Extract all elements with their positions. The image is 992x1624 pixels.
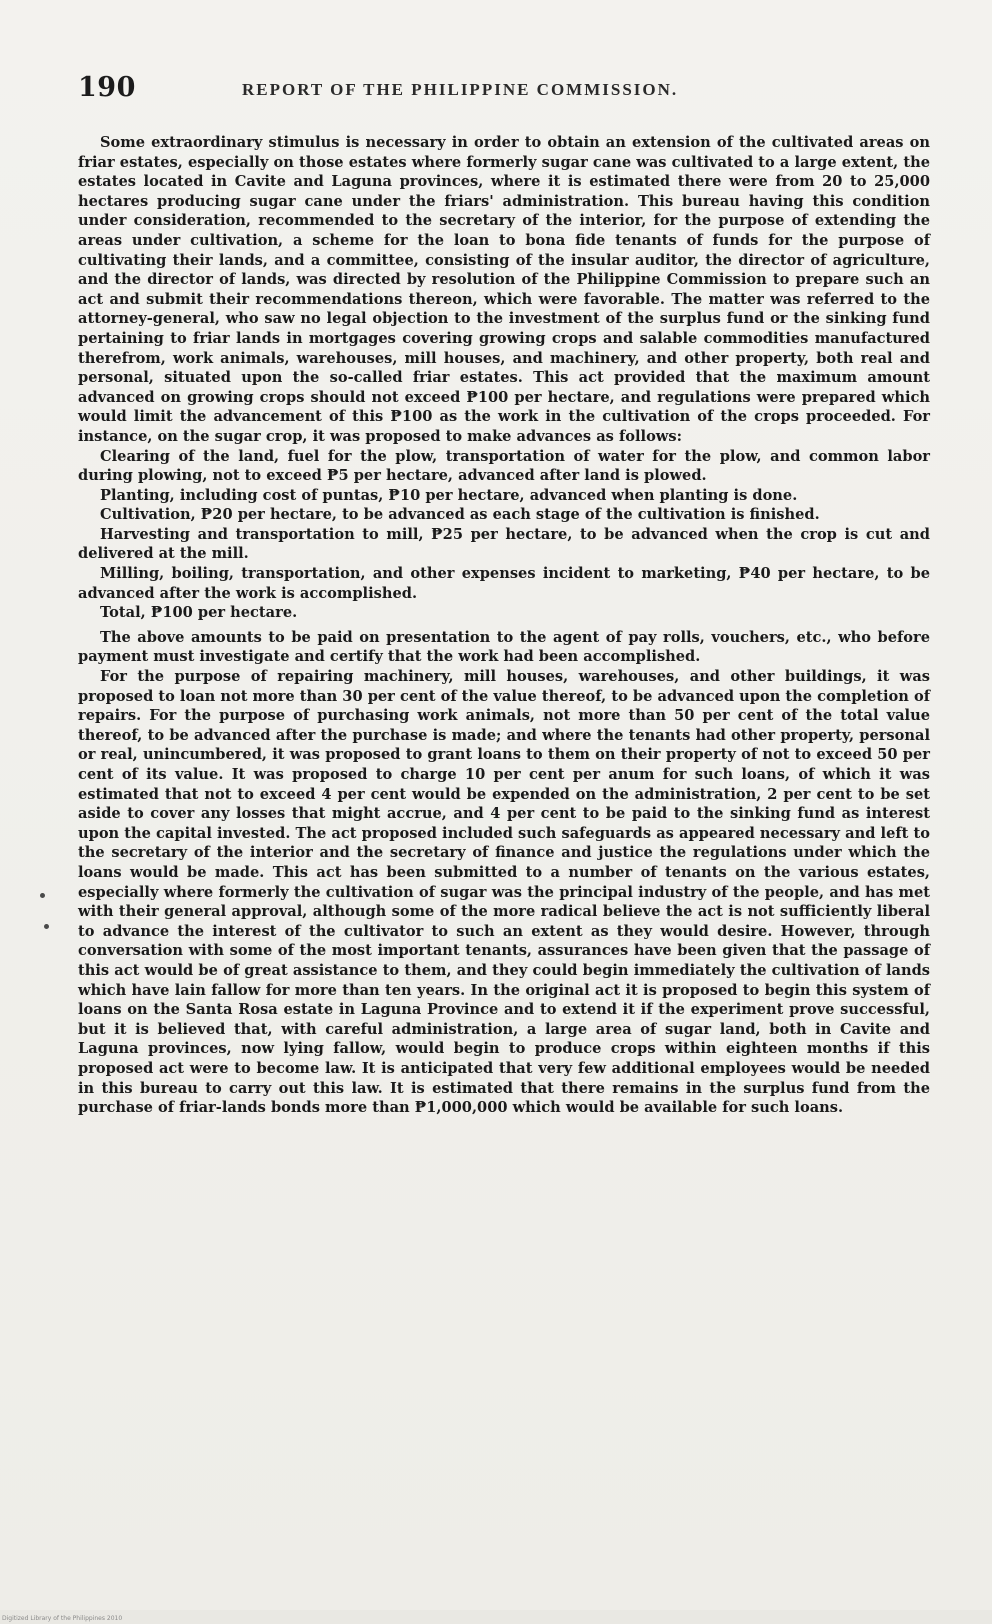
paragraph-clearing: Clearing of the land, fuel for the plow, transportation of water for the plow, and common labor during plowing, not to exceed ₱5 per hectare, advanced after land is plowed.: [78, 447, 930, 485]
paragraph-milling: Milling, boiling, transportation, and other expenses incident to marketing, ₱40 per hectare, to be advanced after the work is accomplished.: [78, 565, 930, 602]
body-text: [78, 133, 930, 1118]
scan-footer-strip: [0, 1610, 992, 1624]
paragraph-planting: Planting, including cost of puntas, ₱10 per hectare, advanced when planting is done.: [100, 486, 798, 504]
paragraph-payment: The above amounts to be paid on presentation to the agent of pay rolls, vouchers, etc., who before payment must investigate and certify that the work had been accomplished.: [78, 628, 930, 666]
paragraph-intro: Some extraordinary stimulus is necessary in order to obtain an extension of the cultivated areas on friar estates, especially on those estates where formerly sugar cane was cultivated to a large extent, the estates located in Cavite and Laguna provinces, where it is estimated there were from 20 to 25,000 hectares producing sugar cane under the friars' administration. This bureau having this condition under consideration, recommended to the secretary of the interior, for the purpose of extending the areas under cultivation, a scheme for the loan to bona fide tenants of funds for the purpose of cultivating their lands, and a committee, consisting of the insular auditor, the director of agriculture, and the director of lands, was directed by resolution of the Philippine Commission to prepare such an act and submit their recommendations thereon, which were favorable. The matter was referred to the attorney-general, who saw no legal objection to the investment of the surplus fund or the sinking fund pertaining to friar lands in mortgages covering growing crops and salable commodities manufactured therefrom, work animals, warehouses, mill houses, and machinery, and other property, both real and personal, situated upon the so-called friar estates. This act provided that the maximum amount advanced on growing crops should not exceed ₱100 per hectare, and regulations were prepared which would limit the advancement of this ₱100 as the work in the cultivation of the crops proceeded. For instance, on the sugar crop, it was proposed to make advances as follows:: [78, 134, 930, 445]
paragraph-repairs: For the purpose of repairing machinery, mill houses, warehouses, and other buildings, it was proposed to loan not more than 30 per cent of the value thereof, to be advanced upon the completion of repairs. For the purpose of purchasing work animals, not more than 50 per cent of the total value thereof, to be advanced after the purchase is made; and where the tenants had other property, personal or real, unincumbered, it was proposed to grant loans to them on their property of not to exceed 50 per cent of its value. It was proposed to charge 10 per cent per anum for such loans, of which it was estimated that not to exceed 4 per cent would be expended on the administration, 2 per cent to be set aside to cover any losses that might accrue, and 4 per cent to be paid to the sinking fund as interest upon the capital invested. The act proposed included such safeguards as appeared necessary and left to the secretary of the interior and the secretary of finance and justice the regulations under which the loans would be made. This act has been submitted to a number of tenants on the various estates, especially where formerly the cultivation of sugar was the principal industry of the people, and has met with their general approval, although some of the more radical believe the act is not sufficiently liberal to advance the interest of the cultivator to such an extent as they would desire. However, through conversation with some of the most important tenants, assurances have been given that the passage of this act would be of great assistance to them, and they could begin immediately the cultivation of lands which have lain fallow for more than ten years. In the original act it is proposed to begin this system of loans on the Santa Rosa estate in Laguna Province and to extend it if the experiment prove successful, but it is believed that, with careful administration, a large area of sugar land, both in Cavite and Laguna provinces, now lying fallow, would begin to produce crops within eighteen months if this proposed act were to become law. It is anticipated that very few additional employees would be needed in this bureau to carry out this law. It is estimated that there remains in the surplus fund from the purchase of friar-lands bonds more than ₱1,000,000 which would be available for such loans.: [78, 668, 930, 1117]
paragraph-cultivation: Cultivation, ₱20 per hectare, to be advanced as each stage of the cultivation is finished.: [100, 506, 820, 524]
paragraph-harvesting: Harvesting and transportation to mill, ₱25 per hectare, to be advanced when the crop is cut and delivered at the mill.: [78, 525, 930, 563]
running-title: REPORT OF THE PHILIPPINE COMMISSION.: [242, 80, 679, 99]
margin-dot-mark: [40, 893, 45, 898]
running-head: [78, 72, 928, 112]
digitization-note: Digitized Library of the Philippines 2010: [2, 1615, 123, 1622]
paragraph-total: Total, ₱100 per hectare.: [100, 604, 298, 622]
page-number: 190: [78, 72, 136, 103]
margin-dot-mark: [44, 924, 49, 929]
